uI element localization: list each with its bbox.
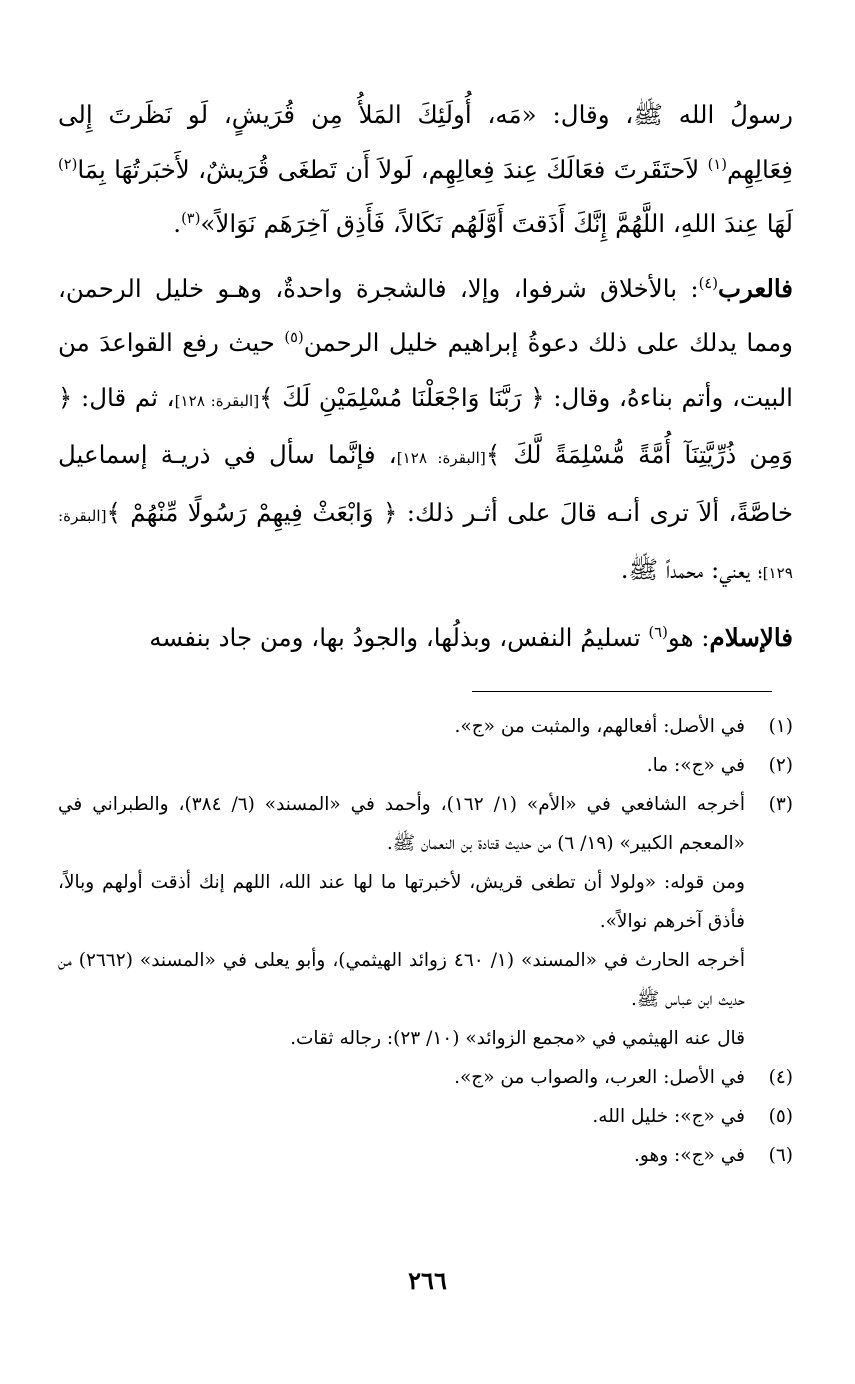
- footnote-1: [58, 707, 793, 746]
- text-span: ، ثم قال: ﴿ وَمِن ذُرِّيَّتِنَآ أُمَّةً مُّسْلِمَةً لَّكَ ﴾: [58, 382, 793, 469]
- text-span: حيث رفع القواعدَ من البيت، وأتم بناءهُ، وقال: ﴿ رَبَّنَا وَاجْعَلْنَا مُسْلِمَيْنِ لَكَ ﴾: [58, 328, 793, 412]
- paragraph-2: [58, 262, 793, 601]
- footnote-text: في الأصل: أفعالهم، والمثبت من «ج».: [454, 716, 745, 737]
- footnote-text: أخرجه الشافعي في «الأم» (١/ ١٦٢)، وأحمد في «المسند» (٦/ ٣٨٤)، والطبراني في «المعجم الكبير» (١٩/ ٦) من حديث قتادة بن النعمان ﷺ.: [58, 794, 745, 854]
- text-span: لَهَا عِندَ اللهِ، اللَّهُمَّ إِنَّكَ أَذَقتَ أَوَّلَهُم نَكَالاً، فَأَذِق آخِرَهَم نَوَالاً»: [200, 209, 793, 238]
- paragraph-lead: فالإسلام: [709, 622, 793, 652]
- footnote-marker-2: (٢): [58, 155, 78, 173]
- footnote-number: (٣): [768, 794, 793, 815]
- text-span: رسولُ الله ﷺ، وقال: «مَه، أُولَئِكَ المَلأُ مِن قُرَيشٍ، لَو نَظَرتَ إِلى فِعَالِهِم: [58, 100, 793, 184]
- text-span: .: [173, 209, 182, 238]
- footnote-4: [58, 1058, 793, 1097]
- footnote-separator: [472, 691, 772, 692]
- footnote-3-continuation: ومن قوله: «ولولا أن تطغى قريش، لأخبرتها ما لها عند الله، اللهم إنك أذقت أولهم وبالاً، فأذق آخرهم نوالاً».: [58, 872, 745, 932]
- footnote-text: في «ج»: خليل الله.: [592, 1106, 745, 1127]
- text-span: ، فإنَّما سأل في ذريـة إسماعيل خاصَّةً، ألاَ ترى أنـه قالَ على أثـر ذلك: ﴿ وَابْعَثْ فِيهِمْ رَسُولًا مِّنْهُمْ ﴾: [58, 440, 793, 527]
- text-span: تسليمُ النفس، وبذلُها، والجودُ بها، ومن جاد بنفسه: [149, 622, 649, 652]
- footnote-3-continuation: قال عنه الهيثمي في «مجمع الزوائد» (١٠/ ٢٣): رجاله ثقات.: [290, 1028, 745, 1049]
- footnotes: [58, 707, 793, 1175]
- text-span: ؛ يعني: محمداً ﷺ.: [620, 555, 763, 584]
- paragraph-1: [58, 88, 793, 252]
- footnote-3-continuation: أخرجه الحارث في «المسند» (١/ ٤٦٠ زوائد الهيثمي)، وأبو يعلى في «المسند» (٢٦٦٢) من حديث ابن عباس ﷺ.: [58, 950, 745, 1010]
- footnote-number: (٤): [768, 1067, 793, 1088]
- quran-reference: [البقرة: ١٢٨]: [174, 391, 260, 410]
- footnote-number: (٢): [768, 755, 793, 776]
- footnote-5: [58, 1097, 793, 1136]
- footnote-marker-6: (٦): [648, 623, 668, 641]
- footnote-text: في «ج»: ما.: [646, 755, 745, 776]
- footnote-marker-5: (٥): [284, 328, 304, 346]
- footnote-marker-4: (٤): [698, 274, 718, 292]
- quran-reference: [البقرة: ١٢٨]: [396, 449, 486, 467]
- footnote-marker-3: (٣): [181, 209, 201, 227]
- footnote-number: (١): [768, 716, 793, 737]
- text-span: : هو: [667, 622, 710, 652]
- footnote-number: (٥): [768, 1106, 793, 1127]
- footnote-number: (٦): [768, 1145, 793, 1166]
- footnote-text: في الأصل: العرب، والصواب من «ج».: [454, 1067, 745, 1088]
- footnote-marker-1: (١): [707, 155, 727, 173]
- paragraph-lead: فالعرب: [717, 273, 793, 303]
- quran-reference: [البقرة: ١٢٩]: [58, 506, 793, 582]
- page-number: ٢٦٦: [408, 1266, 447, 1295]
- text-span: لاَحتَقَرتَ فعَالَكَ عِندَ فِعالِهِم، لَولاَ أَن تَطغَى قُرَيشٌ، لأَخبَرتُهَا بِمَا: [77, 154, 708, 184]
- text-span: : بالأخلاق شرفوا، وإلا، فالشجرة واحدةٌ، وهـو خليل الرحمن، ومما يدلك على ذلك دعوةُ إبراهيم خليل الرحمن: [58, 273, 793, 357]
- footnote-6: [58, 1136, 793, 1175]
- footnote-3: [58, 785, 793, 863]
- main-text: [58, 88, 793, 665]
- footnote-text: في «ج»: وهو.: [634, 1145, 745, 1166]
- paragraph-3: [58, 611, 793, 666]
- footnote-2: [58, 746, 793, 785]
